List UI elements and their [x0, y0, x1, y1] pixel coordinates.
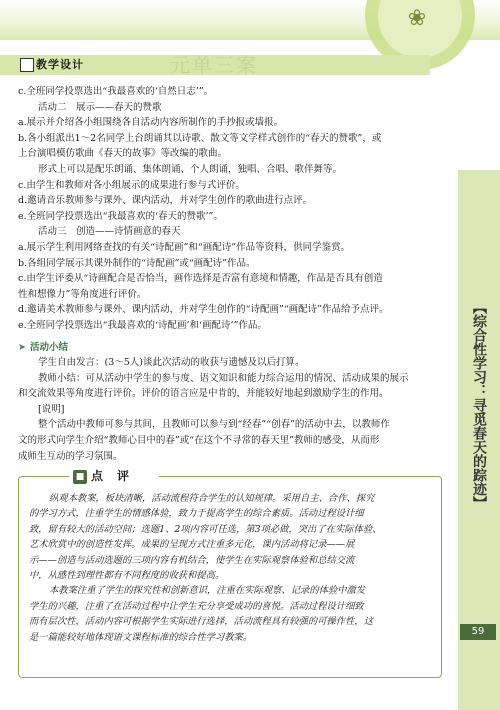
decorative-animal-icon: ❀: [407, 6, 427, 31]
review-line: 学生的兴趣，注重了在活动过程中让学生充分享受成功的喜悦。活动过程设计细致: [29, 600, 364, 612]
header-watermark: 元单三案: [170, 53, 258, 77]
summary-heading: [18, 340, 454, 356]
header-checkbox-icon: [20, 58, 34, 72]
text-line: c.全班同学投票选出“我最喜欢的‘自然日志’”。: [18, 86, 214, 97]
text-line: 成师生互动的学习氛围。: [18, 450, 123, 462]
text-line: b.各小组派出1～2名同学上台朗诵其以诗歌、散文等文学样式创作的“春天的赞歌”，或: [18, 132, 382, 144]
triangle-bullet-icon: ➤: [18, 341, 26, 353]
review-line: 中，从感性到理性都有不同程度的收获和提高。: [29, 570, 225, 582]
side-chapter-title: 【综合性学习：寻觅春天的踪迹】: [471, 300, 487, 510]
text-line: a.展示学生利用网络查找的有关“诗配画”和“画配诗”作品等资料，供同学鉴赏。: [18, 241, 351, 253]
text-line: 文的形式向学生介绍“教师心目中的春”或“在这个不寻常的春天里”教师的感受，从而形: [18, 435, 380, 447]
text-line: d.邀请美术教师参与课外、课内活动，并对学生创作的“诗配画”“画配诗”作品给予点评。: [18, 304, 389, 316]
review-badge-icon: ■: [73, 470, 87, 484]
text-line: c.由学生评委从“诗画配合是否恰当，画作选择是否富有意境和情趣，作品是否具有创造: [18, 273, 383, 285]
text-line: 整个活动中教师可参与其间，且教师可以参与到“经春”“创春”的活动中去，以教师作: [38, 419, 390, 431]
text-line: 学生自由发言：(3～5人)谈此次活动的收获与遗憾及以后打算。: [38, 357, 305, 369]
text-line: a.展示并介绍各小组围绕各自活动内容所制作的手抄报或墙报。: [18, 117, 284, 129]
activity-heading: 活动三 创造——诗情画意的春天: [38, 226, 181, 238]
review-line: 致，留有较大的活动空间；选题1、2项内容可任选，第3项必做，突出了在实际体验、: [29, 523, 382, 535]
text-line: 教师小结：可从活动中学生的参与度、语文知识和能力综合运用的情况、活动成果的展示: [38, 372, 409, 384]
text-line: e.全班同学投票选出“我最喜欢的‘春天的赞歌’”。: [18, 210, 223, 222]
review-box: [18, 469, 442, 678]
review-line: 本教案注重了学生的探究性和创新意识，注重在实际观察、记录的体验中激发: [49, 585, 366, 597]
activity-heading: 活动二 展示——春天的赞歌: [38, 101, 162, 113]
text-line: d.邀请音乐教师参与课外、课内活动，并对学生创作的歌曲进行点评。: [18, 195, 313, 207]
review-line: 艺术欣赏中的创造性发挥。成果的呈现方式注重多元化，课内活动将记录——展: [29, 539, 355, 551]
summary-heading-label: 活动小结: [29, 341, 68, 353]
review-line: 示——创造与活动选题的三项内容有机结合，使学生在实际观察体验和总结交流: [29, 554, 355, 566]
text-line: [说明]: [38, 403, 65, 415]
text-line: 和交流效果等角度进行评价。评价的语言应是中肯的，并能较好地起到激励学生的作用。: [18, 388, 389, 400]
text-line: b.各组同学展示其课外制作的“诗配画”或“画配诗”作品。: [18, 257, 256, 269]
text-line: 上台演唱模仿歌曲《春天的故事》等改编的歌曲。: [18, 148, 228, 160]
page-number: 59: [460, 624, 496, 640]
review-line: 是一篇能较好地体现语文课程标准的综合性学习教案。: [29, 631, 253, 643]
review-title-label: 点评: [91, 469, 144, 483]
review-line: 纵观本教案，板块清晰，活动流程符合学生的认知规律。采用自主、合作、探究: [49, 493, 375, 504]
review-title: [69, 467, 159, 485]
text-line: e.全班同学投票选出“我最喜欢的‘诗配画’和‘画配诗’”作品。: [18, 319, 267, 331]
main-content: [18, 84, 454, 464]
header-title: 教学设计: [36, 58, 84, 71]
text-line: 形式上可以是配乐朗诵、集体朗诵、个人朗诵，独唱、合唱、歌伴舞等。: [38, 163, 343, 175]
text-line: 性和想像力”等角度进行评价。: [18, 288, 147, 300]
review-body: [29, 491, 433, 645]
review-line: 的学习方式，注重学生的情感体验，致力于提高学生的综合素质。活动过程设计细: [29, 508, 364, 520]
review-line: 而有层次性，活动内容可根据学生实际进行选择，活动流程具有较强的可操作性，这: [29, 616, 373, 628]
text-line: c.由学生和教师对各小组展示的成果进行参与式评价。: [18, 179, 245, 191]
